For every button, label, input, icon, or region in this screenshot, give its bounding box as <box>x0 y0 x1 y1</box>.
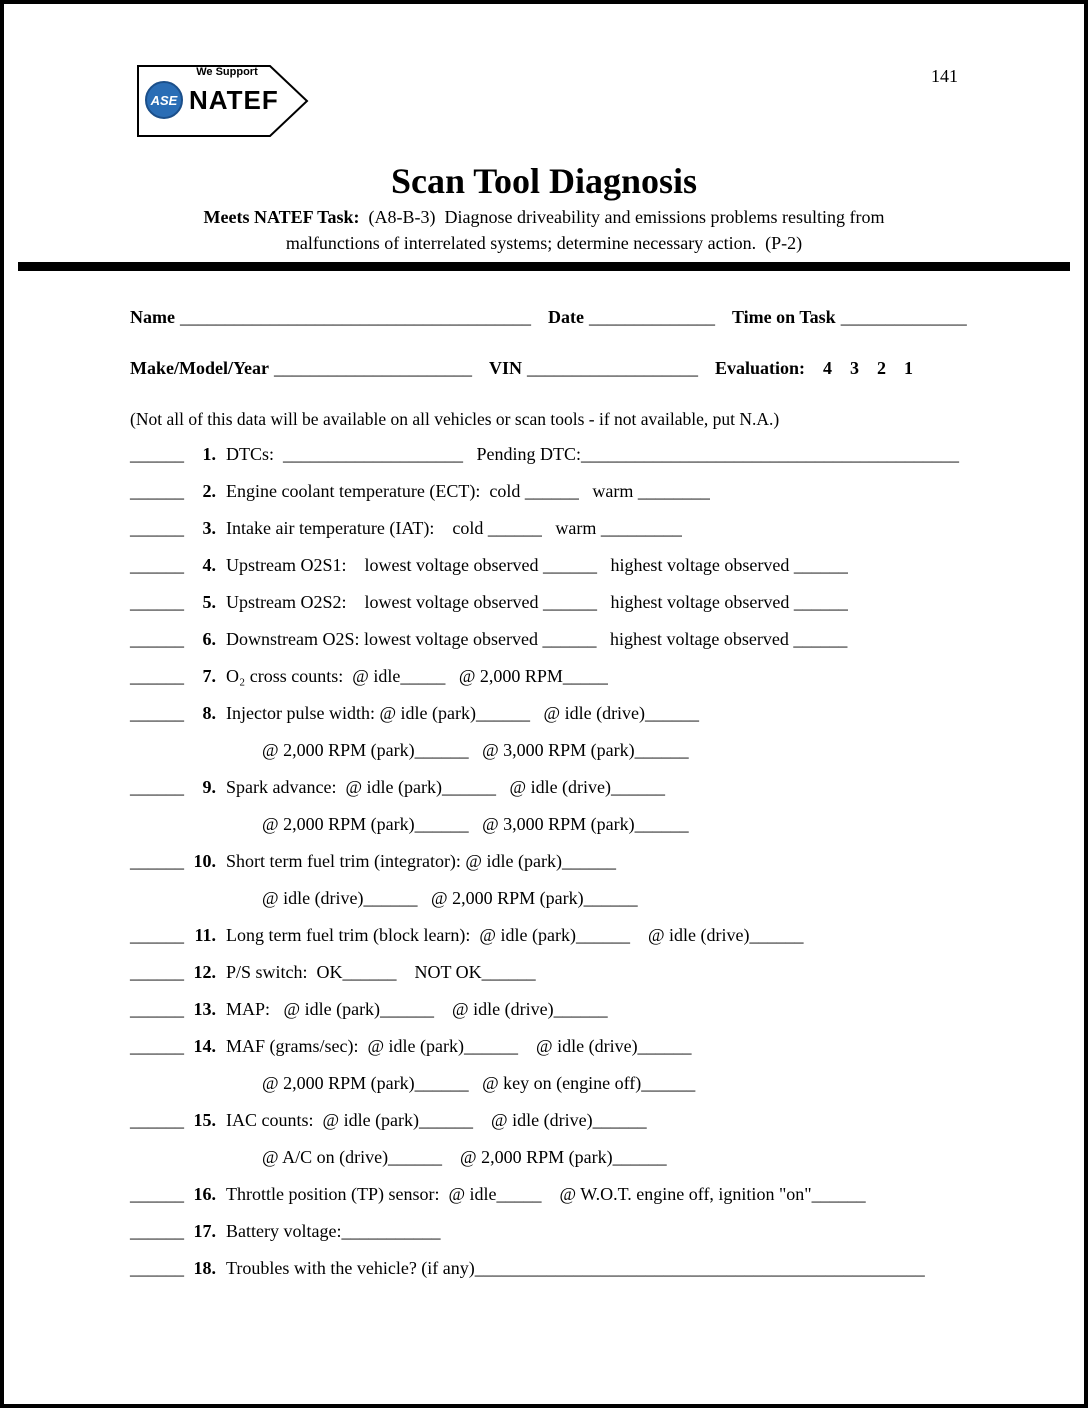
item-3-score-blank: ______ <box>130 518 184 538</box>
item-17 <box>130 1213 984 1250</box>
item-14-continuation-1: @ 2,000 RPM (park)______ @ key on (engine off)______ <box>262 1073 696 1093</box>
item-13-text: MAP: @ idle (park)______ @ idle (drive)______ <box>226 999 608 1019</box>
item-4 <box>130 547 984 584</box>
item-15-score-blank: ______ <box>130 1110 184 1130</box>
time-on-task-label: Time on Task <box>731 307 836 327</box>
item-10-number: 10. <box>193 851 216 871</box>
item-1-number: 1. <box>202 444 216 464</box>
item-11-text: Long term fuel trim (block learn): @ idle (park)______ @ idle (drive)______ <box>226 925 804 945</box>
name-blank: _______________________________________ <box>179 307 531 327</box>
item-4-number: 4. <box>202 555 216 575</box>
item-2-number: 2. <box>202 481 216 501</box>
item-15 <box>130 1102 984 1139</box>
item-9-continuation-1: @ 2,000 RPM (park)______ @ 3,000 RPM (park)______ <box>262 814 689 834</box>
item-18-number: 18. <box>193 1258 216 1278</box>
task-label: Meets NATEF Task: <box>203 207 360 227</box>
item-6-score-blank: ______ <box>130 629 184 649</box>
time-on-task-blank: ______________ <box>840 307 967 327</box>
item-12 <box>130 954 984 991</box>
item-8-continuation-1: @ 2,000 RPM (park)______ @ 3,000 RPM (park)______ <box>262 740 689 760</box>
ase-logo-icon <box>145 81 183 119</box>
item-14-score-blank: ______ <box>130 1036 184 1056</box>
page-number: 141 <box>931 66 958 86</box>
we-support-label: We Support <box>196 66 258 78</box>
item-13 <box>130 991 984 1028</box>
date-blank: ______________ <box>588 307 715 327</box>
date-label: Date <box>547 307 584 327</box>
item-7-score-blank: ______ <box>130 666 184 686</box>
natef-logo <box>137 60 309 142</box>
form-content <box>130 307 984 1287</box>
evaluation-scale: 4 3 2 1 <box>823 358 914 378</box>
item-6-number: 6. <box>202 629 216 649</box>
checklist <box>130 436 984 1287</box>
make-model-year-label: Make/Model/Year <box>130 358 269 378</box>
item-7 <box>130 658 984 695</box>
item-5-text: Upstream O2S2: lowest voltage observed ______ highest voltage observed ______ <box>226 592 848 612</box>
make-model-year-blank: ______________________ <box>273 358 472 378</box>
item-11-number: 11. <box>194 925 216 945</box>
item-13-score-blank: ______ <box>130 999 184 1019</box>
natef-task-line-2: malfunctions of interrelated systems; determine necessary action. (P-2) <box>285 233 803 253</box>
availability-note: (Not all of this data will be available on all vehicles or scan tools - if not available, put N.A.) <box>130 409 780 429</box>
item-12-number: 12. <box>193 962 216 982</box>
name-date-row <box>130 307 984 358</box>
name-label: Name <box>130 307 175 327</box>
item-4-text: Upstream O2S1: lowest voltage observed ______ highest voltage observed ______ <box>226 555 848 575</box>
vin-blank: ___________________ <box>526 358 698 378</box>
item-14-number: 14. <box>193 1036 216 1056</box>
item-12-text: P/S switch: OK______ NOT OK______ <box>226 962 536 982</box>
item-14 <box>130 1028 984 1065</box>
item-18 <box>130 1250 984 1287</box>
item-2-score-blank: ______ <box>130 481 184 501</box>
item-14-text: MAF (grams/sec): @ idle (park)______ @ idle (drive)______ <box>226 1036 692 1056</box>
item-17-score-blank: ______ <box>130 1221 184 1241</box>
item-18-text: Troubles with the vehicle? (if any)__________________________________________________ <box>226 1258 925 1278</box>
item-16-text: Throttle position (TP) sensor: @ idle_____ @ W.O.T. engine off, ignition "on"______ <box>226 1184 866 1204</box>
natef-task-line-1 <box>4 207 1084 228</box>
item-6-text: Downstream O2S: lowest voltage observed ______ highest voltage observed ______ <box>226 629 848 649</box>
item-8 <box>130 695 984 732</box>
item-3-text: Intake air temperature (IAT): cold ______ warm _________ <box>226 518 682 538</box>
item-10 <box>130 843 984 880</box>
item-9 <box>130 769 984 806</box>
item-5 <box>130 584 984 621</box>
item-4-score-blank: ______ <box>130 555 184 575</box>
item-1-text: DTCs: ____________________ Pending DTC:__________________________________________ <box>226 444 960 464</box>
vehicle-row <box>130 358 984 409</box>
item-6 <box>130 621 984 658</box>
item-16 <box>130 1176 984 1213</box>
vin-label: VIN <box>488 358 522 378</box>
task-text-1: (A8-B-3) Diagnose driveability and emissions problems resulting from <box>359 207 885 227</box>
item-18-score-blank: ______ <box>130 1258 184 1278</box>
ase-label: ASE <box>150 92 178 108</box>
item-9-number: 9. <box>202 777 216 797</box>
item-8-score-blank: ______ <box>130 703 184 723</box>
item-5-score-blank: ______ <box>130 592 184 612</box>
item-11-score-blank: ______ <box>130 925 184 945</box>
item-16-number: 16. <box>193 1184 216 1204</box>
item-8-text: Injector pulse width: @ idle (park)______ @ idle (drive)______ <box>226 703 700 723</box>
item-3-number: 3. <box>202 518 216 538</box>
divider <box>18 262 1070 271</box>
evaluation-label: Evaluation: <box>714 358 806 378</box>
item-16-score-blank: ______ <box>130 1184 184 1204</box>
item-3 <box>130 510 984 547</box>
item-10-text: Short term fuel trim (integrator): @ idle (park)______ <box>226 851 616 871</box>
item-5-number: 5. <box>202 592 216 612</box>
item-11 <box>130 917 984 954</box>
item-10-score-blank: ______ <box>130 851 184 871</box>
item-10-continuation-1: @ idle (drive)______ @ 2,000 RPM (park)______ <box>262 888 638 908</box>
item-15-text: IAC counts: @ idle (park)______ @ idle (drive)______ <box>226 1110 647 1130</box>
item-15-number: 15. <box>193 1110 216 1130</box>
item-15-continuation-1: @ A/C on (drive)______ @ 2,000 RPM (park)______ <box>262 1147 667 1167</box>
item-1 <box>130 436 984 473</box>
natef-label: NATEF <box>189 84 279 115</box>
item-2-text: Engine coolant temperature (ECT): cold ______ warm ________ <box>226 481 710 501</box>
item-7-number: 7. <box>202 666 216 686</box>
item-1-score-blank: ______ <box>130 444 184 464</box>
item-13-number: 13. <box>193 999 216 1019</box>
item-8-number: 8. <box>202 703 216 723</box>
item-12-score-blank: ______ <box>130 962 184 982</box>
item-17-number: 17. <box>193 1221 216 1241</box>
item-17-text: Battery voltage:___________ <box>226 1221 441 1241</box>
item-2 <box>130 473 984 510</box>
item-9-text: Spark advance: @ idle (park)______ @ idle (drive)______ <box>226 777 666 797</box>
item-9-score-blank: ______ <box>130 777 184 797</box>
item-7-text: O₂ cross counts: @ idle_____ @ 2,000 RPM_____ <box>226 666 608 686</box>
page-title: Scan Tool Diagnosis <box>390 161 698 201</box>
